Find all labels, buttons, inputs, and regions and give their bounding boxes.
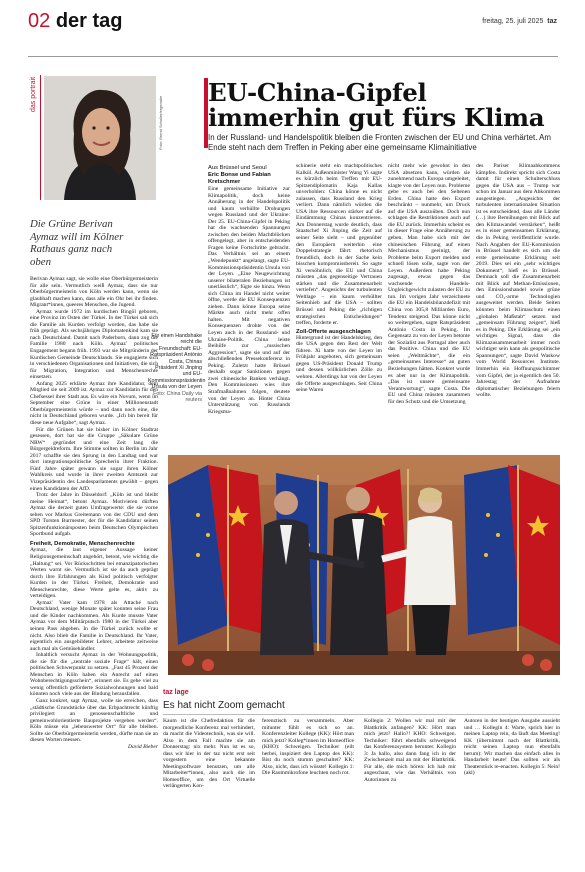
kicker-rule <box>40 75 41 200</box>
portrait-credit: Foto: Bernd Schuller/ergenuke <box>158 95 163 150</box>
portrait-paragraph: Für die Grünen hat sie bisher im Kölner Stadtrat gesessen, dort hat sie die Gruppe „Säkulare Grüne NRW“ gegründet und eine Zeit lang die Bürgergeldreform. Ihre Stimme sollten in Berlin im Jahr 2017 schaffte sie den Sprung in den Landtag und war dort integrationspolitische Sprecherin ihrer Fraktion. Fünf Jahre später gewann sie sogar ihren Kölner Wahlkreis und wurde in ihrer zweiten Amtszeit zur Vizepräsidentin des Landesparlaments gewählt – gegen einen Kandidaten der AfD. <box>30 426 158 492</box>
portrait-title-line2: Aymaz will im Kölner <box>30 230 124 243</box>
portrait-paragraph: Trotz der Jahre in Düsseldorf: „Köln ist und bleibt meine Heimat“, betont Aymaz. Motivieren dürften Aymaz die derzeit guten Umfragewerte: die sie vorne sehen vor Markus Greitemann von der CDU und dem SPD Torsten Burmester, der für die Kandidatur seinen Spitzenfunktionärsposten beim Deutschen Olympischen Sportbund aufgab. <box>30 492 158 538</box>
lage-column-3: Kollegin 2: Wollen wir mal mit der Blattkritik anfangen? KK: Hört man mich jetzt? Hallo?! KHO: Schweigen. Techniker: führt ebenfalls schweigend das Konferenzsystem herunter. Kollegin 3: Ja hallo, also dann fang ich in der Zwischenzeit mal an mit der Blattkritik. Für alle, die mich hören: Ich hab mir angeschaut, wie das Verhältnis von Autorinnen zu <box>364 718 456 783</box>
lage-rule <box>163 714 560 715</box>
portrait-paragraph: Anfang 2025 erklärte Aymaz ihre Kandidatur, dem Mitglied sie seit 2009 ist. Aymaz zur Kandidatin für den Chefsessel ihrer Stadt aus. Es wäre ein Novum, wenn im September eine Grüne in einer Millionenstadt Oberbürgermeisterin würde – und dann noch eine, die nicht in Deutschland geboren wurde. „Ich bin bereit für diese neue Aufgabe“, sagt Aymaz. <box>30 380 158 427</box>
article-column-4: des Pariser Klimaabkommens kämpfen. Indirekt spricht sich Costa damit für einen Schulterschluss gegen die USA aus – Trump war schon im Januar aus dem Abkommen ausgestiegen. „Angesichts der turbulenten internationalen Situation ist es entscheidend, dass alle Länder (…) ihre Bemühungen mit Blick auf den Klimawandel verstärken“, heißt es in einer gemeinsamen Erklärung, die in Peking veröffentlicht wurde. Nach Angaben der EU-Kommission in Brüssel handelt es sich um die erste gemeinsame Erklärung seit 2019. Dies sei ein „sehr wichtiges Dokument“, hieß es in Brüssel. Demnach soll die Zusammenarbeit mit Blick auf Methan-Emissionen, den Emissionshandel sowie grüne und CO₂-arme Technologien ausgeweitet werden. Beide Seiten könnten beim Klimaschutz einen „globalen Maßstab“ setzen und „gemeinsam Führung zeigen“, hieß es in Peking. Die Erklärung sei „ein wichtiges Signal, dass die Klimazusammenarbeit immer noch wichtiger sein kann als geopolitische Spannungen“, sagte David Waskow vom World Resources Institute. Immerhin ein Hoffnungsschimmer vom Gipfel, der ja eigentlich den 50. Jahrestag der Aufnahme diplomatischer Beziehungen feiern wollte. <box>476 163 560 399</box>
portrait-photo <box>44 76 156 200</box>
article-deck: In der Russland- und Handelspolitik bleiben die Fronten zwischen der EU und China verhärtet. Am Ende steht nach dem Treffen in Peking aber eine gemeinsame Klimainitiative <box>208 133 551 152</box>
portrait-kicker: das portrait <box>30 76 37 112</box>
article-column-3: nicht mehr wie gewohnt in den USA absetzen kann, würden sie zunehmend nach Europa umgeleitet, klagte von der Leyen nun. Probleme gebe es auch bei den Seltenen Erden. China hatte den Export beschränkt – nunmehr, um Druck auf die USA auszuüben. Doch nun schlagen die Restriktionen auch auf die EU zurück. Immerhin scheint es in dieser Frage eine Annäherung zu geben. Man habe sich mit der chinesischen Führung auf einen Mechanismus geeinigt, der Probleme beim Export melden und schnell lösen solle, sagte von der Leyen. Außerdem habe Peking zugesagt, etwas gegen das wachsende Handels-Ungleichgewicht zulasten der EU zu tun. Im vorigen Jahr verzeichnete die EU ein Handelsbilanzdefizit mit China von 305,8 Milliarden Euro, Tendenz steigend. Das könne nicht so weitergehen, sagte Ratspräsident António Costa in Peking. Im Gegensatz zu von der Leyen betonte der Sozialist aus Portugal aber auch das Positive. China und die EU seien „Weltmächte“, die ein „gemeinsames Interesse“ an guten Beziehungen hätten. Konkret wurde es aber nur in der Klimapolitik. „Das ist unsere gemeinsame Verantwortung“, sagte Costa. Die EU und China müssten zusammen für den Schutz und die Umsetzung <box>388 163 470 405</box>
lage-title: Es hat nicht Zoom gemacht <box>163 700 285 711</box>
lage-column-2: ferenztisch zu versammeln. Aber mitunter fühlt es sich so an. Konferenzleiter Kollege (KK): Hört man mich jetzt? Kolleg*innen im Homeoffice (KHO): Schweigen. Techniker (eilt herbei, inspiziert den Laptop des KK): Bist du noch stumm geschaltet? KK: Also, nicht, dass ich wüsste! Kollegin 1: Die Raummikrofone leuchten noch rot. <box>262 718 354 777</box>
portrait-paragraph: Aymaz, die laut eigener Aussage keiner Religionsgemeinschaft angehört, betont, wie wichtig die „Haltung“ sei. Vor Rückschritten bei emanzipatorischen Werten warnt sie. Vermutlich ist sie da auch geprägt durch ihre Erfahrungen als Kind politisch verfolgter Kurden in der Türkei. Freiheit, Demokratie und Menschenrechte, diese Werte gelte es, aktiv zu verteidigen. <box>30 547 158 600</box>
portrait-title-line4: oben <box>30 255 51 268</box>
lage-column-4: Autoren in der heutigen Ausgabe aussieht und … Kollegin 4: Warte, sprich hier in meinen Laptop rein, da läuft das Meeting! KK (übernimmt nach der Blattkritik, reicht seinen Laptop nun ebenfalls herum): Wir machen das einfach alles in Handarbeit heute! Das sollten wir als Theaterstück re-enacten. Kollegin 5: Nein! (akl) <box>464 718 560 777</box>
portrait-paragraph: Aymaz' Vater kam 1978 als Attaché nach Deutschland, wenige Monate später konnten seine Frau und die Kinder nachkommen. Als Kurde musste Vater Aymaz vor dem Militärputsch 1980 in der Türkei aber seinen Pass abgeben. In die Türkei zurück wollte er nicht. Also blieb die Familie in Deutschland. Ihr Vater, eigentlich ein ausgebildeter Lehrer, arbeitete zeitweise auch mal als Gemüsehändler. <box>30 599 158 652</box>
article-column-1: Eine gemeinsame Initiative zur Klimapolitik, doch keine Annäherung in der Handelspolitik und kaum verhüllte Drohungen wegen Russland und der Ukraine: Der 25. EU-China-Gipfel in Peking hat die wachsenden Spannungen zwischen den beiden Machtblöcken offengelegt, aber in entscheidenden Fragen keine Fortschritte gebracht. Das Verhältnis sei an einem „Wendepunkt“ angelangt, sagte EU-Kommissionspräsidentin Ursula von der Leyen. „Eine Neugewichtung unserer bilateralen Beziehungen ist unerlässlich“, fügte sie hinzu. Wenn sich China im Handel nicht weiter öffne, werde die EU Konsequenzen ziehen. Dann könne Europa seine Märkte auch nicht mehr offen halten. Mit negativen Konsequenzen drohte von der Leyen auch in der Russland- und Ukraine-Politik. China leiste Beihilfe zur „russischen Aggression“, sagte sie und auf der abschließenden Pressekonferenz in Peking. Zuletzt hatte Brüssel deshalb sogar Sanktionen gegen zwei chinesische Banken verhängt. Den Kommissionen wies ihre Strafmaßnahmen folgen, deutete von der Leyen an. Hinter China Unterstützung von Russlands Kriegsma- <box>208 186 290 415</box>
byline <box>208 165 290 186</box>
col2-subhead: Zoll-Offerte ausgeschlagen <box>296 328 371 335</box>
issue-date: freitag, 25. juli 2025 <box>482 18 544 25</box>
main-headline <box>208 80 544 130</box>
headline-line1: EU-China-Gipfel <box>208 78 427 107</box>
header-meta <box>482 18 557 25</box>
col2b-text: Hintergrund ist der Handelskrieg, den die USA gegen den Rest der Welt führen. Xi hatte von der Leyen im Frühjahr angeboten, sich gemeinsam gegen US-Präsident Donald Trump und dessen willkürlichen Zölle zu wehren. Allerdings hat von der Leyen die Offerte ausgeschlagen. Seit China seine Waren <box>296 334 382 394</box>
portrait-paragraph: Berivan Aymaz sagt, sie wolle eine Oberbürgermeisterin für alle sein. Vermutlich weiß Aymaz, dass sie nur Oberbürgermeisterin von Köln werden kann, wenn sie glaubhaft machen kann, dass alle ein Ohr bei ihr finden. Migrant*innen, queeres Menschen, die Jugend. <box>30 276 158 309</box>
brand-logo: taz <box>547 18 557 25</box>
headline-line2: immerhin gut fürs Klima <box>208 103 545 132</box>
article-column-2 <box>296 163 382 448</box>
photo-credit: Foto: China Daily via reuters <box>153 390 202 404</box>
section-title: der tag <box>55 10 123 32</box>
photo-caption <box>148 333 206 404</box>
lage-column-1: Kaum ist die Chefredaktion für die morgendliche Konferenz mal verhindert, da macht die Videotechnik, was sie will. Also in dem Fall machte sie am Donnerstag: nix mehr. Nun ist es so, dass wir hier in der taz nicht erst seit vorgestern eine bekannte Meetingsoftware benutzen, um alle Mitarbeiter*innen, also auch die im Homeoffice, um den Ort Virtuelle verlängerten Kon- <box>163 718 255 790</box>
portrait-title <box>30 218 162 268</box>
page-header <box>28 10 123 33</box>
byline-line2: Eric Bonse und Fabian Kretschmer <box>208 172 271 185</box>
portrait-body <box>30 276 158 806</box>
photo-caption-text: Für einen Handshake reicht die Freundschaft: EU-Ratspräsident António Costa, Chinas Präsident Xi Jinping und EU-Kommissionspräsidentin Ursula von der Leyen <box>148 333 206 391</box>
portrait-title-line1: Die Grüne Berivan <box>30 218 113 230</box>
byline-line1: Aus Brüssel und Seoul <box>208 165 267 171</box>
header-rule <box>28 56 558 57</box>
portrait-paragraph: Inhaltlich versucht Aymaz in der Wohnungspolitik, die sie für die „zentrale soziale Frage“ hält, einen politischen Schwerpunkt zu setzen. „Fast 45 Prozent der Menschen in Köln haben ein Anrecht auf einen Wohnberechtigungsschein“, erinnert sie. Es gehe viel zu wenig offentlich geförderte Sozialwohnungen und bald könnten noch viele aus der Bindung herausfallen. <box>30 652 158 698</box>
summit-photo <box>168 455 560 675</box>
portrait-author: David Bieber <box>128 743 158 750</box>
portrait-paragraph: Ganz konkret, sagt Aymaz, wolle sie erreichen, dass „städtische Grundstücke über das Erbpachtrecht künftig privilegiert an genossenschaftliche und gemeinwohlorientierte Bauprojekte vergeben werden“. Köln müsse ein „lebenswerter Ort“ für alle bleiben. Sollte sie Oberbürgermeisterin werden, dürfte man sie an diesen Worten messen. <box>30 698 158 744</box>
portrait-title-line3: Rathaus ganz nach <box>30 243 113 255</box>
portrait-subhead: Freiheit, Demokratie, Menschenrechte <box>30 540 135 547</box>
col2-text: schinerie steht ein machtpolitisches Kalkül. Außenminister Wang Yi sagte es kürzlich beim Treffen mit EU-Spitzendiplomatin Kaja Kallas unverhohlen: China könne es nicht zulassen, dass Russland den Krieg verliert. Dann nämlich würden die USA ihre Ressourcen stärker auf die Eindämmung Chinas konzentrieren. Am Donnerstag wurde deutlich, dass Staatschef Xi Jinping die Zeit auf seiner Seite sieht – und gegenüber den Europäern weiterhin eine Doppelstrategie fährt: rhetorisch freundlich, doch in der Sache kein bisschen kompromissbereit. So sagte Xi versöhnlich, die EU und China müssten „das gegenseitige Vertrauen stärken und die Zusammenarbeit vertiefen“. Angesichts der turbulenten Weltlage – ein kaum verhüllter Seitenhieb auf die USA – sollten Brüssel und Peking die „richtigen strategischen Entscheidungen“ treffen, forderte er. <box>296 163 382 327</box>
portrait-paragraph: Aymaz wurde 1972 im kurdischen Bingöl geboren, eine Provinz im Osten der Türkei. In der Türkei sah sich die Familie als Kurden verfolgt worden, das habe sie früh geprägt. Als sechsjähriges Diplomatenkind kam sie nach Deutschland. Damit nach Paderborn, dann zog die Familie 1980 nach Köln. Aymaz' politisches Engagement begann früh. 1993 war sie Mitgründerin der Kurdischen Gemeinde Deutschlands. Sie engagierte sich in verschiedenen Organisationen und Initiativen, die sich für Migration, Integration und Menschenrechte einsetzen. <box>30 308 158 381</box>
page-number: 02 <box>28 10 51 32</box>
lage-kicker: taz lage <box>163 689 189 696</box>
